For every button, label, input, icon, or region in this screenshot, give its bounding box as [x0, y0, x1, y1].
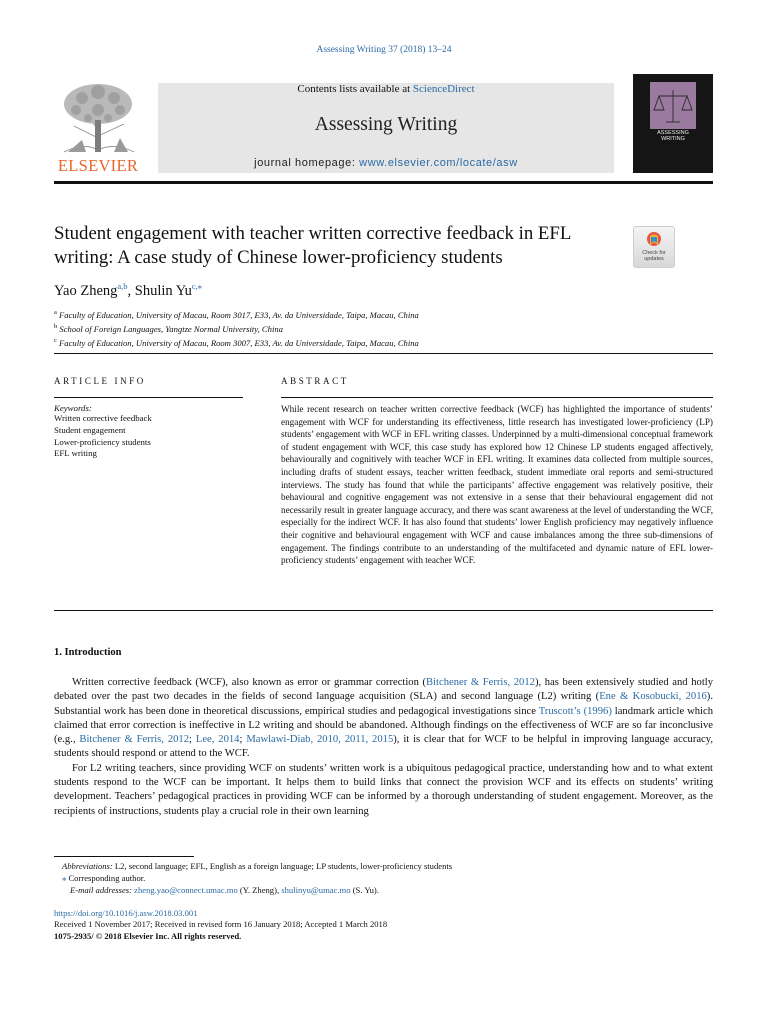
- check-for-updates-button[interactable]: [633, 226, 675, 268]
- journal-cover-image[interactable]: [633, 74, 713, 173]
- affiliation-line: [54, 321, 694, 335]
- check-for-updates-label: Check for updates: [642, 250, 666, 262]
- homepage-link[interactable]: www.elsevier.com/locate/asw: [359, 157, 518, 169]
- paragraph: For L2 writing teachers, since providing WCF on students’ written work is a ubiquitous pedagogical practice, understanding how and to what extent students respond to the WCF can be important. It helps them to build links that connect the provision WCF and its effects on students’ writing development. Teachers’ pedagogical practices in providing WCF can be informed by a thorough understanding of student engagement. Moreover, as the recipients of instructions, students play a crucial role in their own learning: [54, 762, 713, 817]
- header-divider: [54, 181, 713, 184]
- keyword: Written corrective feedback: [54, 413, 152, 423]
- homepage-line: [158, 157, 614, 169]
- introduction-body: [54, 676, 713, 819]
- footnote-mark: ⁎: [62, 873, 67, 883]
- divider: [54, 353, 713, 354]
- affiliation-line: [54, 307, 694, 321]
- citation-link[interactable]: Lee, 2014: [195, 734, 240, 746]
- journal-reference[interactable]: Assessing Writing 37 (2018) 13–24: [316, 45, 452, 55]
- sciencedirect-link[interactable]: ScienceDirect: [412, 83, 475, 95]
- abstract-text: While recent research on teacher written corrective feedback (WCF) has highlighted the importance of students’ engagement with WCF for understanding its effectiveness, little research has investigated lower-proficiency (LP) students’ engagement with WCF in EFL writing classes. Underpinned by a multi-dimensional conceptual framework of student engagement with WCF, this case study has explored how 12 Chinese LP students engaged affectively, behaviourally and cognitively with teacher WCF in EFL writing. It examines data collected from multiple sources, including drafts of student essays, teacher written feedback, student immediate oral reports and semi-structured interviews. The study has found that while the participants’ affective engagement was relatively positive, their behavioural and cognitive engagement was not extensive in a sense that their behavioural engagement did not necessarily result in greater language accuracy, and there was scant awareness at the level of understanding the WCF, especially for the indirect WCF. It has also found that students’ lower English proficiency may negatively influence their cognitive and behavioural engagement with WCF and cause imbalances among the three sub-dimensions of engagement. The findings contribute to an understanding of the multifaceted and dynamic nature of EFL lower-proficiency students’ engagement with teacher WCF.: [281, 404, 713, 566]
- scales-icon: [650, 82, 696, 129]
- keyword: Lower-proficiency students: [54, 436, 151, 447]
- footnote-emails: [70, 884, 379, 896]
- affiliation-line: [54, 335, 694, 349]
- citation-link[interactable]: Mawlawi-Diab, 2010, 2011, 2015: [246, 734, 394, 746]
- citation-link[interactable]: Truscott’s (1996): [538, 705, 612, 717]
- paragraph-text: landmark article which claimed that error correction is ineffective in L2 writing and should be abandoned. Although findings on the effectiveness of WCF are so far inconclusive (e.g.,: [54, 705, 713, 746]
- citation-link[interactable]: Ene & Kosobucki, 2016: [599, 691, 707, 703]
- section-heading-introduction: 1. Introduction: [54, 647, 122, 658]
- cover-title: [633, 130, 713, 142]
- cover-title-line-2: WRITING: [661, 136, 685, 142]
- affiliations: [54, 307, 694, 349]
- cover-artwork: [650, 82, 696, 129]
- email-owner: (S. Yu).: [350, 885, 379, 895]
- cover-title-line-1: ASSESSING: [657, 130, 689, 136]
- paragraph-text: ;: [189, 734, 196, 746]
- keywords-label: Keywords:: [54, 403, 92, 413]
- affiliation-text: School of Foreign Languages, Yangtze Normal University, China: [59, 323, 283, 334]
- footnote-abbreviations: [62, 860, 452, 872]
- homepage-prefix: journal homepage:: [254, 157, 360, 169]
- paragraph-text: ). Substantial work has been done in theoretical discussions, empirical studies and pedagogical investigations since: [54, 691, 713, 717]
- journal-banner: [158, 83, 614, 173]
- keyword: EFL writing: [54, 448, 97, 459]
- received-dates: Received 1 November 2017; Received in revised form 16 January 2018; Accepted 1 March 2018: [54, 919, 388, 929]
- affiliation-mark: b: [54, 323, 58, 331]
- keywords-block: [54, 403, 244, 460]
- paragraph: [54, 676, 713, 762]
- bookmark-icon: [646, 231, 662, 249]
- contents-prefix: Contents lists available at: [297, 83, 413, 95]
- keyword: Student engagement: [54, 424, 126, 435]
- citation-link[interactable]: Bitchener & Ferris, 2012: [79, 734, 190, 746]
- paragraph-text: ), has been extensively studied and hotly debated over the past two decades in the fields of second language acquisition (SLA) and second language (L2) writing (: [54, 677, 714, 703]
- footnote-divider: [54, 856, 194, 857]
- abstract-heading: ABSTRACT: [281, 376, 349, 386]
- author-list: [54, 281, 202, 300]
- author-name: Shulin Yu: [134, 282, 192, 299]
- footnote-text: L2, second language; EFL, English as a foreign language; LP students, lower-proficiency students: [112, 861, 453, 871]
- copyright-line: 1075-2935/ © 2018 Elsevier Inc. All rights reserved.: [54, 931, 242, 941]
- contents-line: [158, 83, 614, 95]
- author-affiliation-marks[interactable]: c,⁎: [191, 281, 203, 291]
- footnote-corresponding: [62, 872, 145, 884]
- email-link[interactable]: shulinyu@umac.mo: [281, 885, 351, 895]
- article-title: Student engagement with teacher written corrective feedback in EFL writing: A case study of Chinese lower-proficiency students: [54, 223, 571, 268]
- footnote-label: E-mail addresses:: [70, 885, 132, 895]
- divider: [54, 610, 713, 611]
- publisher-wordmark: ELSEVIER: [57, 156, 139, 175]
- author-separator: ,: [127, 282, 135, 299]
- keyword-list: [54, 413, 244, 460]
- citation-link[interactable]: Bitchener & Ferris, 2012: [426, 677, 535, 688]
- journal-title: Assessing Writing: [314, 114, 458, 135]
- divider: [281, 397, 713, 398]
- email-owner: (Y. Zheng),: [237, 885, 282, 895]
- article-info-heading: ARTICLE INFO: [54, 376, 146, 386]
- author-name: Yao Zheng: [54, 282, 118, 299]
- footnote-text: Corresponding author.: [66, 873, 146, 883]
- paragraph-text: ;: [239, 734, 247, 746]
- divider: [54, 397, 243, 398]
- email-link[interactable]: zheng.yao@connect.umac.mo: [134, 885, 238, 895]
- author-affiliation-marks[interactable]: a,b: [117, 281, 128, 291]
- footnote-label: Abbreviations:: [62, 861, 113, 871]
- paragraph-text: Written corrective feedback (WCF), also known as error or grammar correction (: [72, 677, 427, 688]
- affiliation-text: Faculty of Education, University of Macau, Room 3017, E33, Av. da Universidade, Taipa, Macau, China: [59, 309, 419, 320]
- affiliation-mark: a: [54, 309, 57, 316]
- paragraph-text: ), it is clear that for WCF to be helpful in improving language accuracy, students should respond or attend to the WCF.: [54, 734, 714, 760]
- affiliation-mark: c: [54, 337, 57, 345]
- doi-link[interactable]: https://doi.org/10.1016/j.asw.2018.03.001: [54, 908, 198, 918]
- affiliation-text: Faculty of Education, University of Macau, Room 3007, E33, Av. da Universidade, Taipa, Macau, China: [59, 337, 419, 348]
